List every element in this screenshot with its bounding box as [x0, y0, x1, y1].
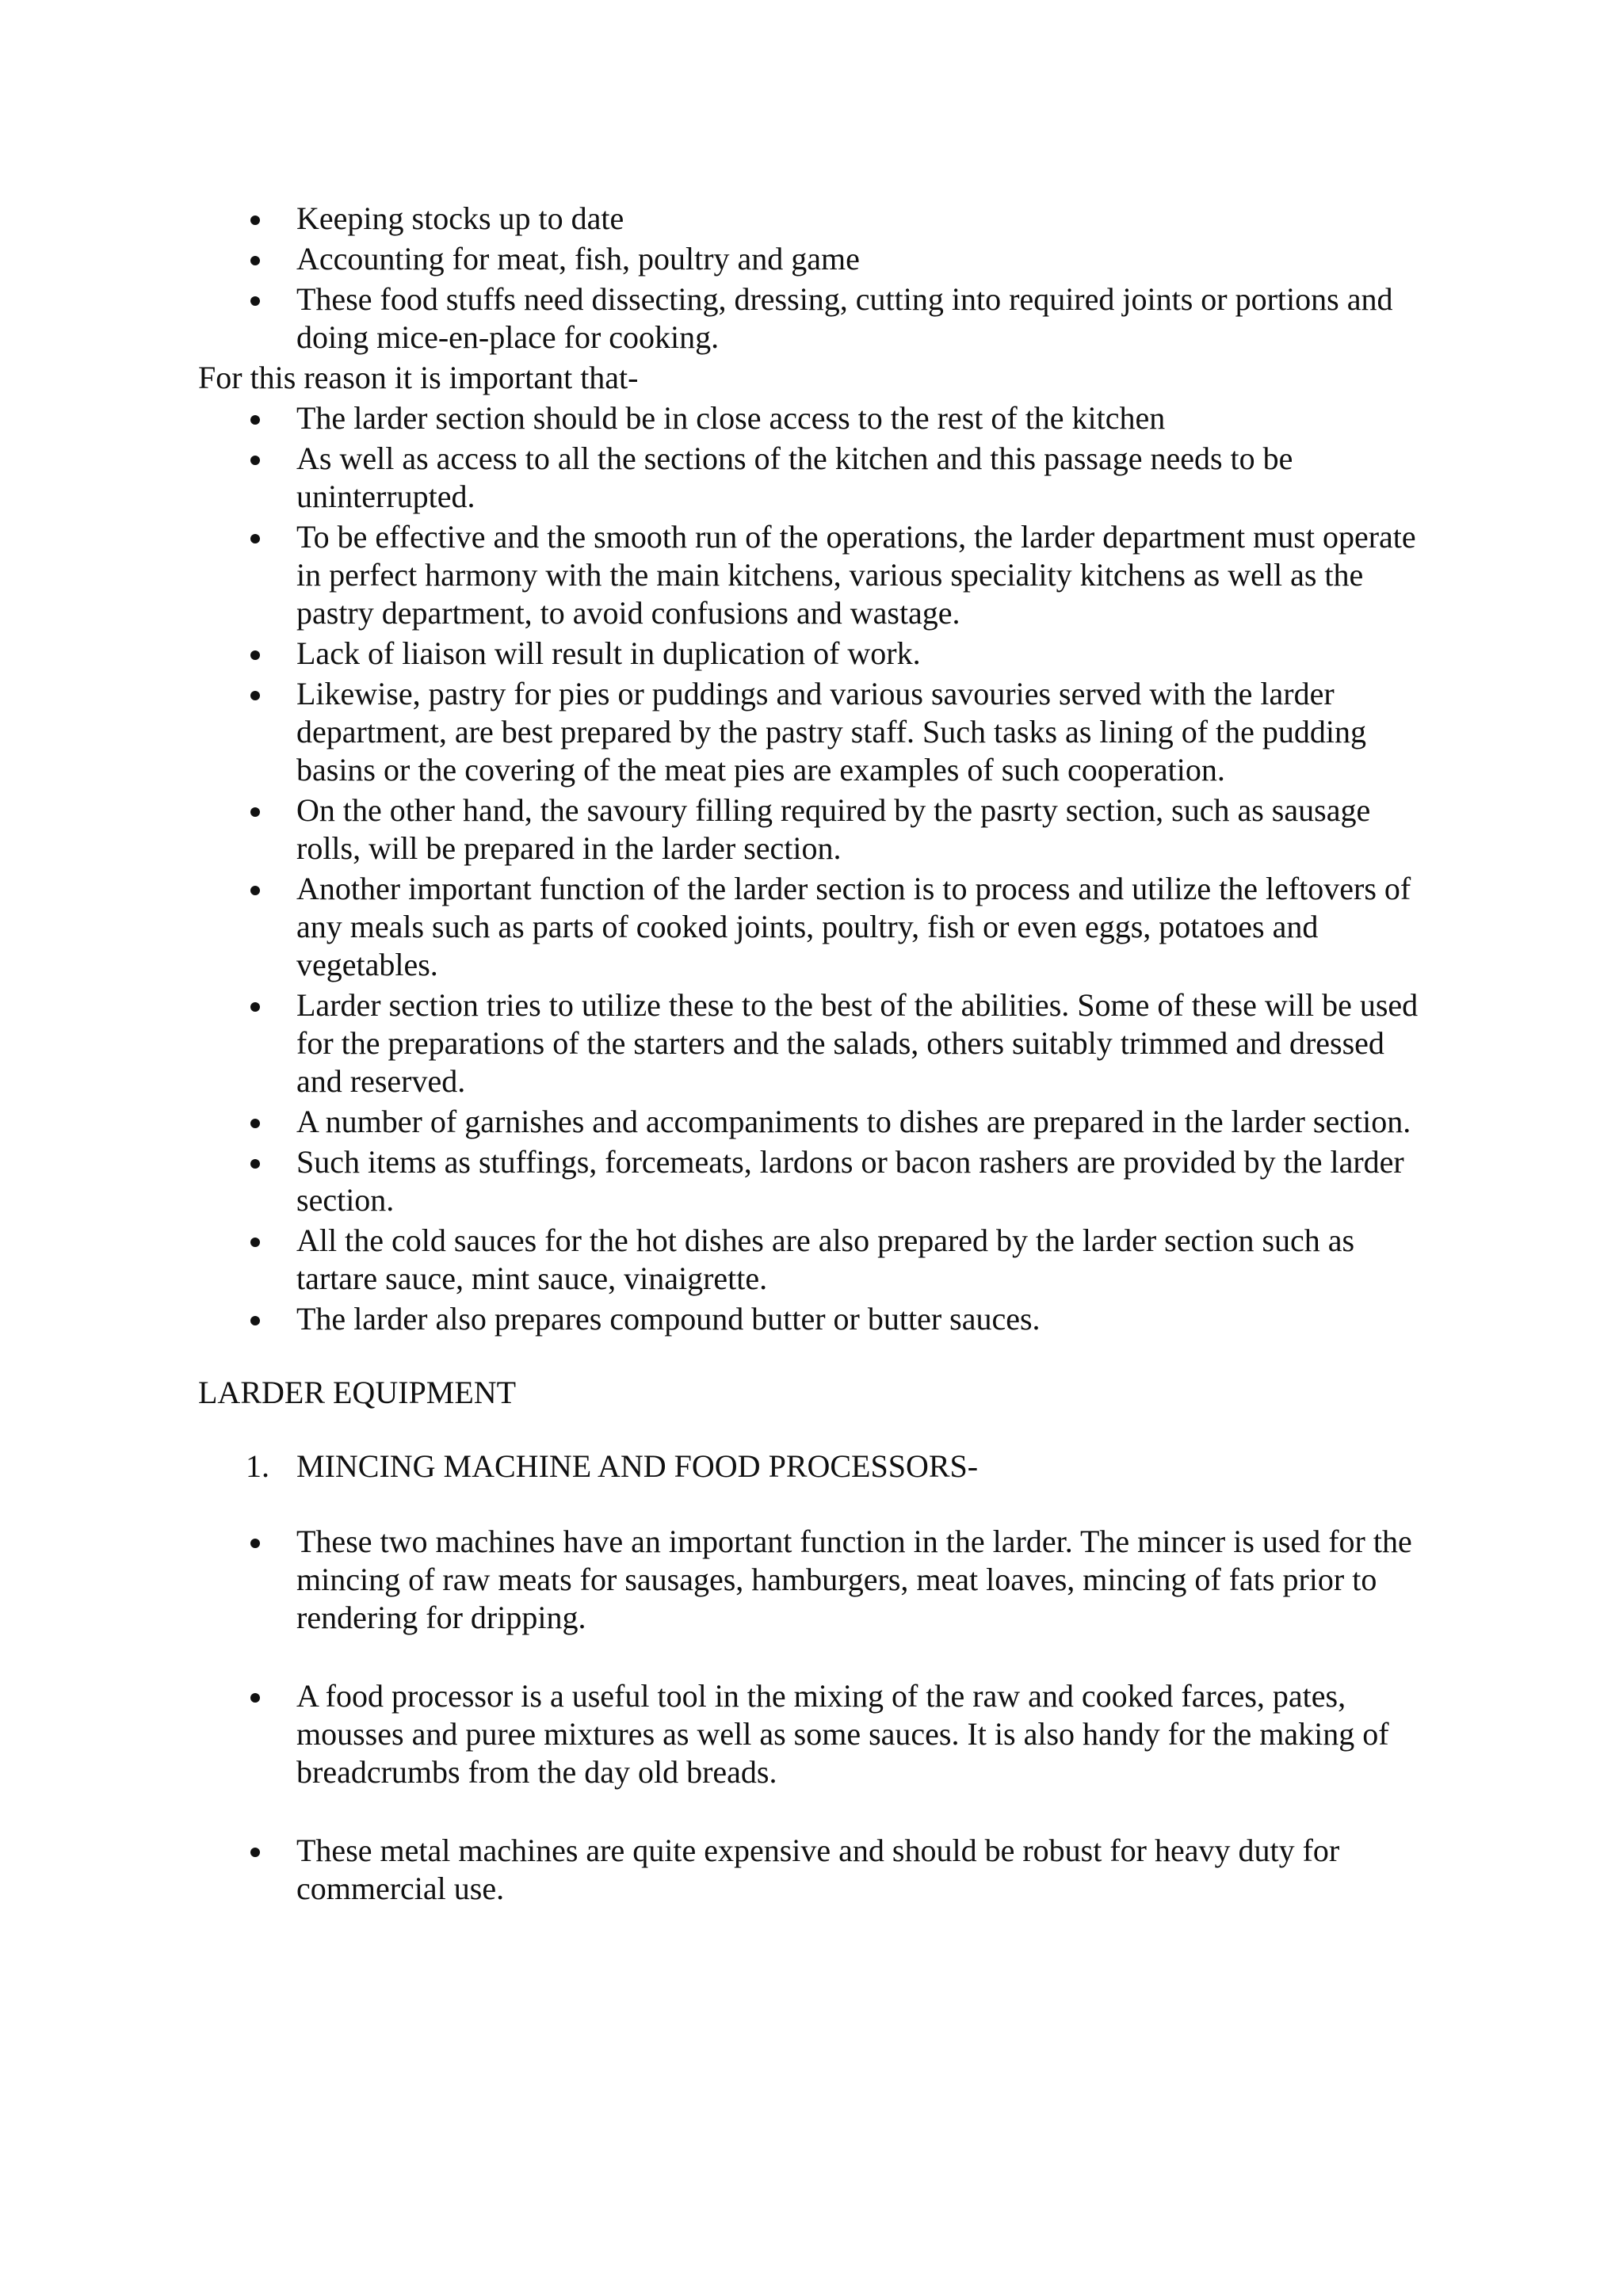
numbered-list [198, 1447, 1434, 1486]
list-item: On the other hand, the savoury filling required by the pasrty section, such as sausage rolls, will be prepared in the larder section. [198, 791, 1434, 868]
list-item: These metal machines are quite expensive and should be robust for heavy duty for commercial use. [198, 1832, 1434, 1908]
list-item: These food stuffs need dissecting, dressing, cutting into required joints or portions and doing mice-en-place for cooking. [198, 280, 1434, 357]
list-item: The larder also prepares compound butter or butter sauces. [198, 1300, 1434, 1338]
document-body [198, 200, 1434, 1948]
list-item: Another important function of the larder section is to process and utilize the leftovers of any meals such as parts of cooked joints, poultry, fish or even eggs, potatoes and vegetables. [198, 870, 1434, 984]
list-item: Lack of liaison will result in duplication of work. [198, 635, 1434, 673]
list-item: A food processor is a useful tool in the mixing of the raw and cooked farces, pates, mousses and puree mixtures as well as some sauces. It is also handy for the making of breadcrumbs from the day old breads. [198, 1677, 1434, 1791]
list-item: These two machines have an important function in the larder. The mincer is used for the mincing of raw meats for sausages, hamburgers, meat loaves, mincing of fats prior to rendering for dripping. [198, 1523, 1434, 1637]
list-item: As well as access to all the sections of the kitchen and this passage needs to be uninterrupted. [198, 440, 1434, 516]
bullet-list-importance [198, 399, 1434, 1338]
bullet-list-stock [198, 200, 1434, 357]
list-item: A number of garnishes and accompaniments to dishes are prepared in the larder section. [198, 1103, 1434, 1141]
numbered-item-text: MINCING MACHINE AND FOOD PROCESSORS- [296, 1448, 979, 1484]
list-item: Accounting for meat, fish, poultry and game [198, 240, 1434, 278]
reason-paragraph: For this reason it is important that- [198, 360, 639, 395]
list-item: To be effective and the smooth run of the operations, the larder department must operate in perfect harmony with the main kitchens, various speciality kitchens as well as the pastry department, to avoid confusions and wastage. [198, 518, 1434, 632]
list-item: Such items as stuffings, forcemeats, lardons or bacon rashers are provided by the larder section. [198, 1143, 1434, 1219]
list-item: Keeping stocks up to date [198, 200, 1434, 238]
bullet-list-equipment [198, 1523, 1434, 1908]
list-item: The larder section should be in close access to the rest of the kitchen [198, 399, 1434, 437]
list-item: Larder section tries to utilize these to the best of the abilities. Some of these will be used for the preparations of the starters and the salads, others suitably trimmed and dressed and reserved. [198, 986, 1434, 1100]
list-number: 1. [246, 1448, 269, 1484]
list-item: All the cold sauces for the hot dishes are also prepared by the larder section such as tartare sauce, mint sauce, vinaigrette. [198, 1222, 1434, 1298]
section-heading: LARDER EQUIPMENT [198, 1375, 517, 1410]
list-item: Likewise, pastry for pies or puddings and various savouries served with the larder department, are best prepared by the pastry staff. Such tasks as lining of the pudding basins or the covering of the meat pies are examples of such cooperation. [198, 675, 1434, 789]
numbered-item [198, 1447, 1434, 1486]
